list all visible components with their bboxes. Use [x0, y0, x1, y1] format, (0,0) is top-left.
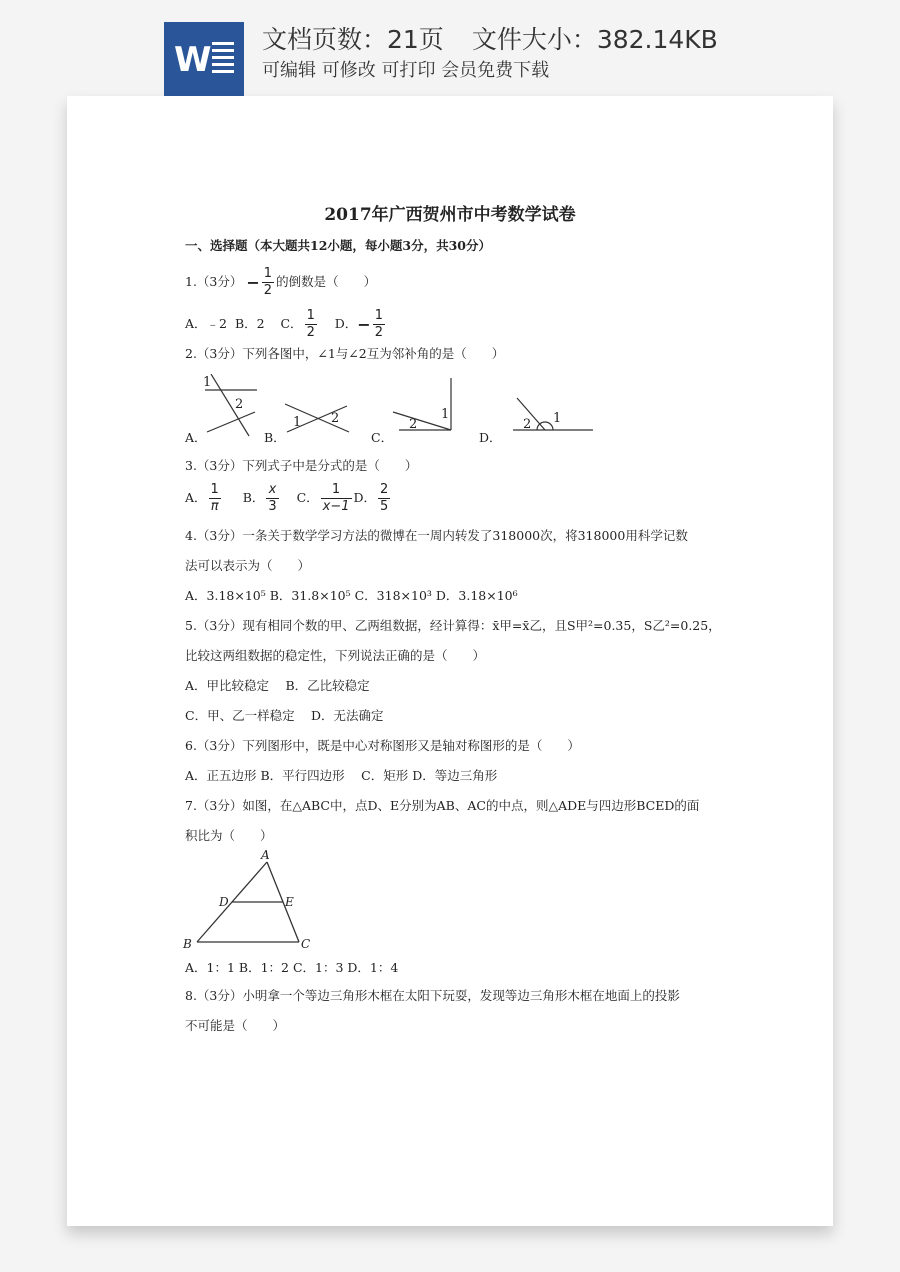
question-3: 3.（3分）下列式子中是分式的是（ ） — [185, 458, 418, 473]
q2-angle-figures — [197, 374, 597, 442]
q5-options-1: A．甲比较稳定 B．乙比较稳定 — [185, 678, 370, 693]
question-8-line-2: 不可能是（ ） — [185, 1018, 286, 1033]
question-8-line-1: 8.（3分）小明拿一个等边三角形木框在太阳下玩耍，发现等边三角形木框在地面上的投影 — [185, 988, 680, 1003]
q7-triangle-figure — [179, 848, 319, 952]
svg-text:2: 2 — [523, 417, 532, 432]
q2-label-a: A． — [185, 430, 207, 445]
question-6: 6.（3分）下列图形中，既是中心对称图形又是轴对称图形的是（ ） — [185, 738, 580, 753]
q2-label-d: D． — [479, 430, 502, 445]
question-4-line-1: 4.（3分）一条关于数学学习方法的微博在一周内转发了318000次，将318000用科学记数 — [185, 528, 688, 543]
question-4-line-2: 法可以表示为（ ） — [185, 558, 311, 573]
svg-text:2: 2 — [235, 397, 244, 412]
question-2: 2.（3分）下列各图中，∠1与∠2互为邻补角的是（ ） — [185, 346, 505, 361]
q3-options: A． $\frac{1}{\pi}$ B． $\frac{x}{3}$ C． $\frac{1}{x-1}$ D． $\frac{2}{5}$ — [185, 482, 389, 514]
page-count: 文档页数：21页 — [262, 25, 444, 54]
svg-text:E: E — [285, 895, 294, 909]
question-1: 1.（3分） − $\frac{1}{2}$ 的倒数是（ ） — [185, 266, 377, 298]
document-lines-icon — [212, 42, 234, 77]
question-7-line-2: 积比为（ ） — [185, 828, 273, 843]
file-features: 可编辑 可修改 可打印 会员免费下载 — [262, 60, 550, 81]
q4-options: A．3.18×10⁵ B．31.8×10⁵ C．318×10³ D．3.18×10⁶ — [185, 588, 518, 603]
word-letter-icon: W — [174, 40, 212, 80]
q1-options: A．﹣2 B．2 C． $\frac{1}{2}$ D．− $\frac{1}{2}$ — [185, 308, 383, 340]
svg-text:C: C — [301, 937, 311, 951]
document-page — [67, 96, 833, 1226]
q2-label-b: B． — [264, 430, 286, 445]
q6-options: A．正五边形 B．平行四边形 C．矩形 D．等边三角形 — [185, 768, 498, 783]
q1-suffix: 的倒数是（ ） — [276, 274, 377, 289]
file-size: 文件大小：382.14KB — [471, 25, 718, 54]
q1-prefix: 1.（3分） — [185, 274, 243, 289]
document-title: 2017年广西贺州市中考数学试卷 — [324, 205, 576, 225]
question-7-line-1: 7.（3分）如图，在△ABC中，点D、E分别为AB、AC的中点，则△ADE与四边形BCED的面 — [185, 798, 700, 813]
svg-text:1: 1 — [293, 415, 302, 430]
svg-text:2: 2 — [409, 417, 418, 432]
svg-text:B: B — [183, 937, 192, 951]
word-file-icon — [164, 22, 244, 96]
q5-options-2: C．甲、乙一样稳定 D．无法确定 — [185, 708, 384, 723]
q2-label-c: C． — [371, 430, 394, 445]
q1-fraction: $\frac{1}{2}$ — [263, 266, 273, 298]
svg-text:2: 2 — [331, 411, 340, 426]
svg-text:1: 1 — [553, 411, 562, 426]
svg-text:1: 1 — [203, 375, 212, 390]
svg-text:A: A — [261, 848, 270, 862]
q7-options: A．1：1 B．1：2 C．1：3 D．1：4 — [185, 960, 399, 975]
svg-text:1: 1 — [441, 407, 450, 422]
question-5-line-2: 比较这两组数据的稳定性，下列说法正确的是（ ） — [185, 648, 486, 663]
file-info-title — [262, 20, 718, 56]
svg-text:D: D — [219, 895, 229, 909]
question-5-line-1: 5.（3分）现有相同个数的甲、乙两组数据，经计算得：x̄甲=x̄乙，且S甲²=0.35，S乙²=0.25， — [185, 618, 721, 633]
section-heading: 一、选择题（本大题共12小题，每小题3分，共30分） — [185, 238, 491, 253]
